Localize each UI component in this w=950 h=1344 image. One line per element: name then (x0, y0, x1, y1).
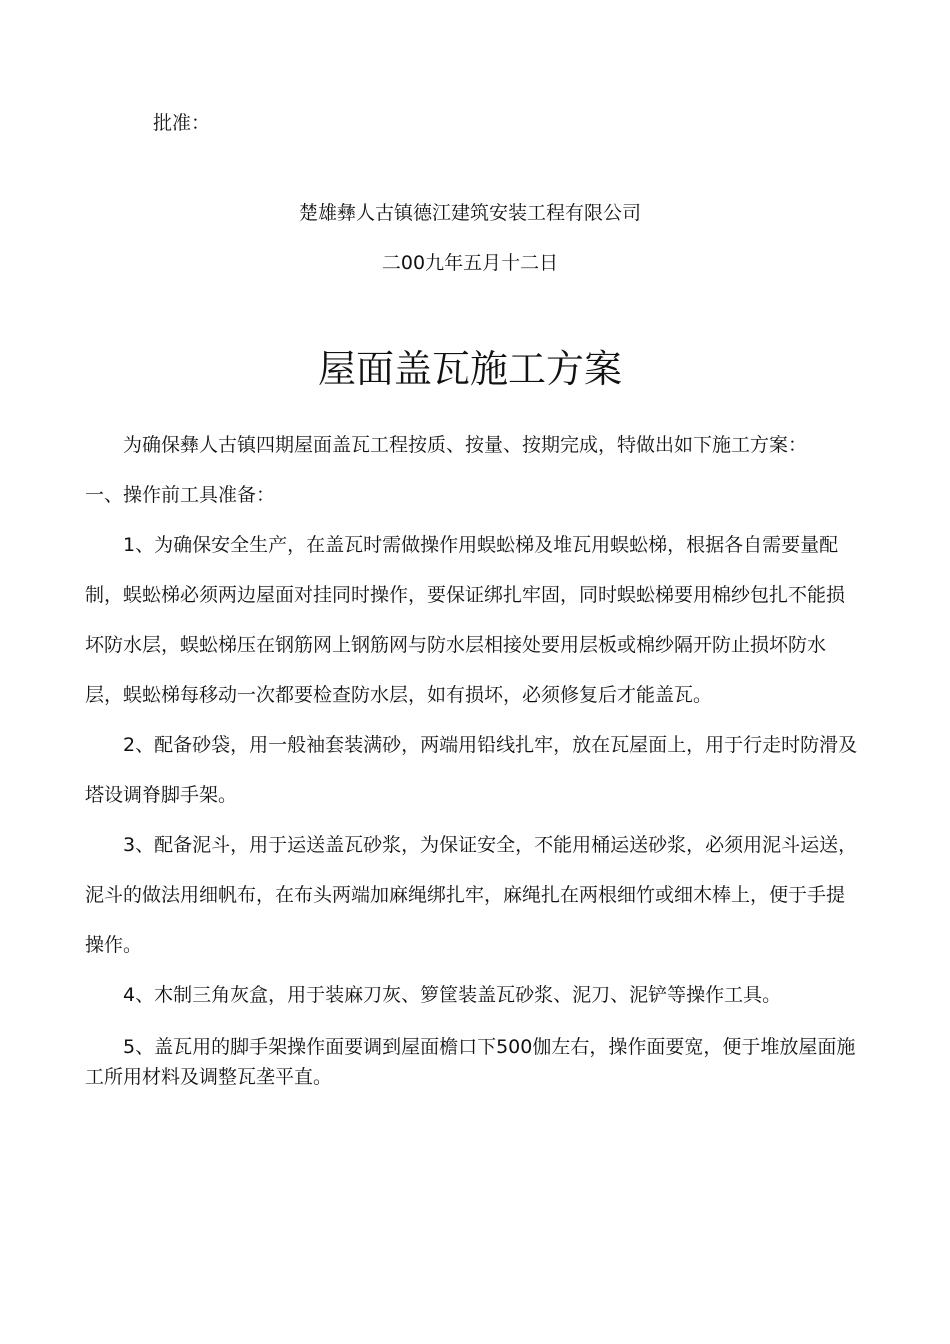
document-body (85, 420, 860, 1092)
intro-paragraph: 为确保彝人古镇四期屋面盖瓦工程按质、按量、按期完成，特做出如下施工方案： (123, 434, 808, 456)
company-name: 楚雄彝人古镇德江建筑安装工程有限公司 (298, 202, 641, 224)
list-item: 4、木制三角灰盒，用于装麻刀灰、箩筐装盖瓦砂浆、泥刀、泥铲等操作工具。 (123, 984, 782, 1006)
document-title: 屋面盖瓦施工方案 (317, 347, 622, 391)
section-heading: 一、操作前工具准备： (85, 484, 276, 506)
document-date: 二00九年五月十二日 (381, 252, 559, 274)
list-item: 2、配备砂袋，用一般袖套装满砂，两端用铅线扎牢，放在瓦屋面上，用于行走时防滑及塔设调脊脚手架。 (85, 734, 858, 806)
list-item: 1、为确保安全生产，在盖瓦时需做操作用蜈蚣梯及堆瓦用蜈蚣梯，根据各自需要量配制，蜈蚣梯必须两边屋面对挂同时操作，要保证绑扎牢固，同时蜈蚣梯要用棉纱包扎不能损坏防水层，蜈蚣梯压在钢筋网上钢筋网与防水层相接处要用层板或棉纱隔开防止损坏防水层，蜈蚣梯每移动一次都要检查防水层，如有损坏，必须修复后才能盖瓦。 (85, 534, 846, 706)
list-item: 5、盖瓦用的脚手架操作面要调到屋面檐口下500伽左右，操作面要宽，便于堆放屋面施工所用材料及调整瓦垄平直。 (85, 1036, 856, 1088)
list-item: 3、配备泥斗，用于运送盖瓦砂浆，为保证安全，不能用桶运送砂浆，必须用泥斗运送，泥斗的做法用细帆布，在布头两端加麻绳绑扎牢，麻绳扎在两根细竹或细木棒上，便于手提操作。 (85, 834, 858, 956)
approval-label: 批准： (153, 112, 211, 134)
